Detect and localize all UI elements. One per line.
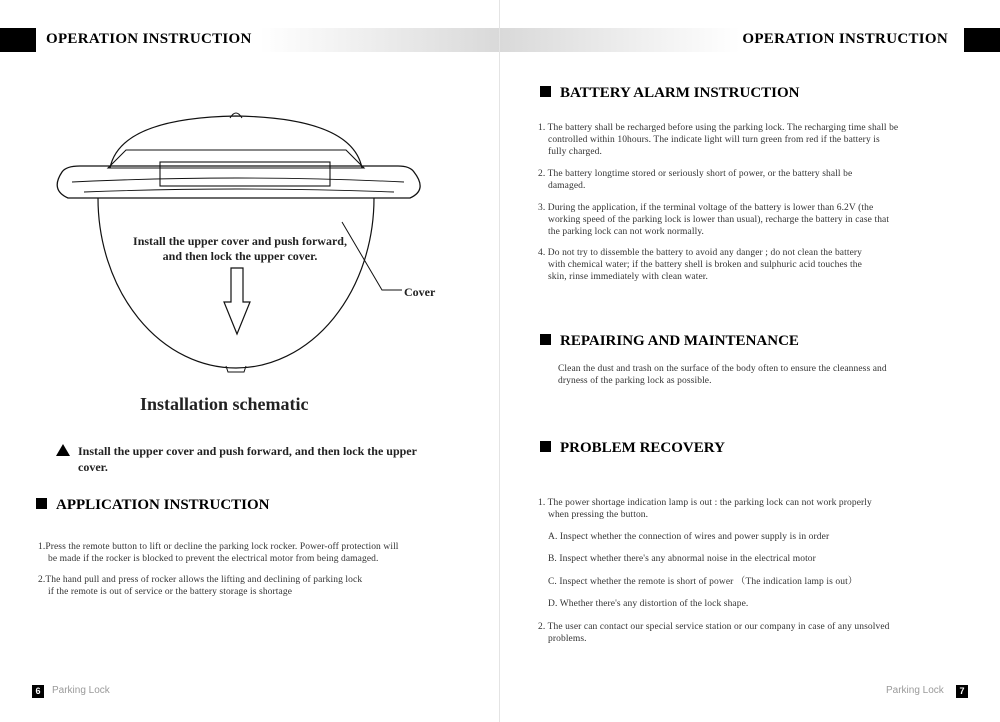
problem-sub-d: D. Whether there's any distortion of the lock shape. [548,599,749,609]
repair-text: Clean the dust and trash on the surface of the body often to ensure the cleanness and dryness of the parking lock as possible. [558,364,887,386]
square-bullet-icon [36,498,47,509]
problem-item-1: 1. The power shortage indication lamp is out : the parking lock can not work properly when pressing the button. [538,498,872,520]
rim-ring [57,166,420,198]
cover-tray [108,150,364,168]
square-bullet-icon [540,334,551,345]
warning-triangle-icon [56,444,70,456]
right-page [500,0,1000,722]
installation-diagram [0,0,500,390]
application-item-2: 2.The hand pull and press of rocker allows the lifting and declining of parking lock if the remote is out of service or the battery storage is shortage [38,575,363,597]
application-heading: APPLICATION INSTRUCTION [36,497,270,514]
battery-item-1: 1. The battery shall be recharged before using the parking lock. The recharging time shall be controlled within 10hours. The indicate light will turn green from red if the battery is fully charged. [538,123,899,157]
square-bullet-icon [540,441,551,452]
problem-sub-b: B. Inspect whether there's any abnormal noise in the electrical motor [548,554,816,564]
page-number: 7 [956,685,968,698]
upper-cover-dome [110,116,362,168]
problem-sub-a: A. Inspect whether the connection of wires and power supply is in order [548,532,830,542]
battery-item-4: 4. Do not try to dissemble the battery to avoid any danger ; do not clean the battery with chemical water; if the battery shell is broken and sulphuric acid touches the skin, rinse immediately with clean water. [538,248,863,282]
problem-heading: PROBLEM RECOVERY [540,440,725,457]
installation-note: Install the upper cover and push forward, and then lock the upper cover. [56,443,466,475]
application-item-1: 1.Press the remote button to lift or decline the parking lock rocker. Power-off protection will be made if the rocker is blocked to prevent the electrical motor from being damaged. [38,542,399,564]
cover-label: Cover [404,285,436,299]
square-bullet-icon [540,86,551,97]
footer-label: Parking Lock [886,685,944,696]
down-arrow-icon [224,268,250,334]
problem-item-2: 2. The user can contact our special service station or our company in case of any unsolved problems. [538,622,890,644]
page-title: OPERATION INSTRUCTION [46,31,252,47]
page-number: 6 [32,685,44,698]
problem-sub-c: C. Inspect whether the remote is short of power （The indication lamp is out） [548,577,858,587]
battery-item-2: 2. The battery longtime stored or seriously short of power, or the battery shall be damaged. [538,169,853,191]
page-title: OPERATION INSTRUCTION [742,31,948,47]
battery-item-3: 3. During the application, if the terminal voltage of the battery is lower than 6.2V (the working speed of the parking lock is lower than usual), recharge the battery in case that the parking lock can not work normally. [538,203,890,237]
battery-heading: BATTERY ALARM INSTRUCTION [540,85,800,102]
footer-label: Parking Lock [52,685,110,696]
diagram-instruction: Install the upper cover and push forward, and then lock the upper cover. [133,234,347,263]
repair-heading: REPAIRING AND MAINTENANCE [540,333,799,350]
schematic-title: Installation schematic [140,394,309,414]
